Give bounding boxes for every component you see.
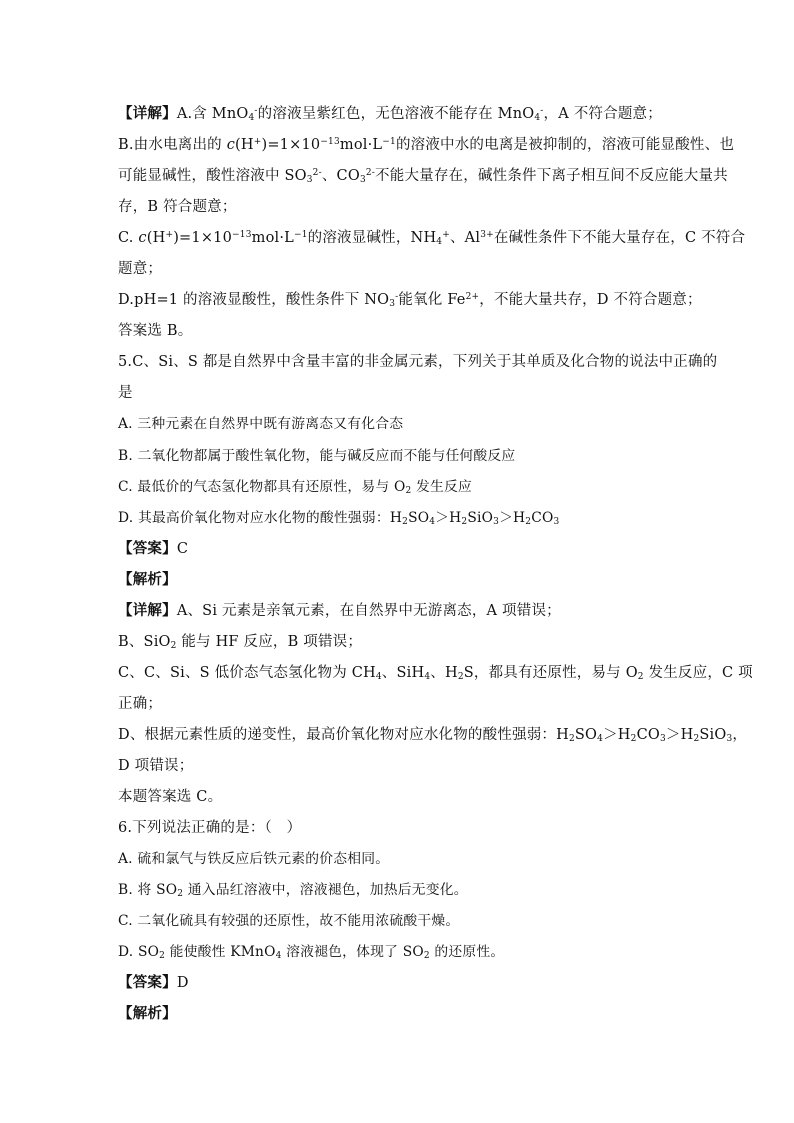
text-line-9: 5.C、Si、S 都是自然界中含量丰富的非金属元素，下列关于其单质及化合物的说法中正确的 <box>118 354 718 370</box>
text-line-29: 【答案】D <box>118 974 189 991</box>
text-line-24: 6.下列说法正确的是：（ ） <box>118 820 302 836</box>
text-line-26: B. 将 $SO_2$ 通入品红溶液中，溶液褪色，加热后无变化。 <box>118 882 468 899</box>
text-line-12: B. 二氧化物都属于酸性氧化物，能与碱反应而不能与任何酸反应 <box>118 448 516 464</box>
text-line-5: C. $c(H^+)=1\times 10^{-13}mol\cdot L^{-1}$的溶液显碱性，$NH_4^+$、$Al^{3+}$在碱性条件下不能大量存在，C 不符合 <box>118 230 746 247</box>
text-line-16: 【解析】 <box>118 571 177 588</box>
text-line-18: B、SiO$_2$ 能与 HF 反应，B 项错误； <box>118 634 363 651</box>
text-line-8: 答案选 B。 <box>118 323 193 339</box>
text-line-17: 【详解】A、Si 元素是亲氧元素，在自然界中无游离态，A 项错误； <box>118 602 561 619</box>
text-line-25: A. 硫和氯气与铁反应后铁元素的价态相同。 <box>118 851 390 867</box>
text-line-14: D. 其最高价氧化物对应水化物的酸性强弱：$H_2SO_4>H_2SiO_3>H_2CO_3$ <box>118 510 560 527</box>
text-line-10: 是 <box>118 385 133 401</box>
text-line-4: 存，B 符合题意； <box>118 199 237 215</box>
text-line-23: 本题答案选 C。 <box>118 789 223 805</box>
text-line-28: D. $SO_2$ 能使酸性 KMnO$_4$ 溶液褪色，体现了 $SO_2$ 的还原性。 <box>118 944 505 961</box>
text-line-30: 【解析】 <box>118 1005 177 1022</box>
text-line-19: C、C、Si、S 低价态气态氢化物为 $CH_4$、SiH$_4$、$H_2S$，都具有还原性，易与 $O_2$ 发生反应，C 项 <box>118 665 753 682</box>
text-line-7: D.pH=1 的溶液显酸性，酸性条件下 $NO_3^-$能氧化 $Fe^{2+}$，不能大量共存，D 不符合题意； <box>118 292 702 309</box>
text-line-6: 题意； <box>118 261 163 277</box>
text-line-1: 【详解】A.含 MnO$_4$-的溶液呈紫红色，无色溶液不能存在 MnO$_4$-，A 不符合题意； <box>118 105 662 123</box>
text-line-11: A. 三种元素在自然界中既有游离态又有化合态 <box>118 416 404 432</box>
text-line-2: B.由水电离出的 $c(H^+)=1\times 10^{-13}mol\cdot L^{-1}$的溶液中水的电离是被抑制的，溶液可能显酸性、也 <box>118 137 735 153</box>
text-line-15: 【答案】C <box>118 540 189 557</box>
text-line-20: 正确； <box>118 696 163 712</box>
text-line-13: C. 最低价的气态氢化物都具有还原性，易与 $O_2$ 发生反应 <box>118 479 472 496</box>
text-line-22: D 项错误； <box>118 758 194 774</box>
text-line-27: C. 二氧化硫具有较强的还原性，故不能用浓硫酸干燥。 <box>118 913 460 929</box>
text-line-21: D、根据元素性质的递变性，最高价氧化物对应水化物的酸性强弱：$H_2SO_4>H_2CO_3>H_2SiO_3$， <box>118 727 748 744</box>
text-line-3: 可能显碱性，酸性溶液中 $SO_3^{2-}$、$CO_3^{2-}$不能大量存在，碱性条件下离子相互间不反应能大量共 <box>118 168 728 185</box>
